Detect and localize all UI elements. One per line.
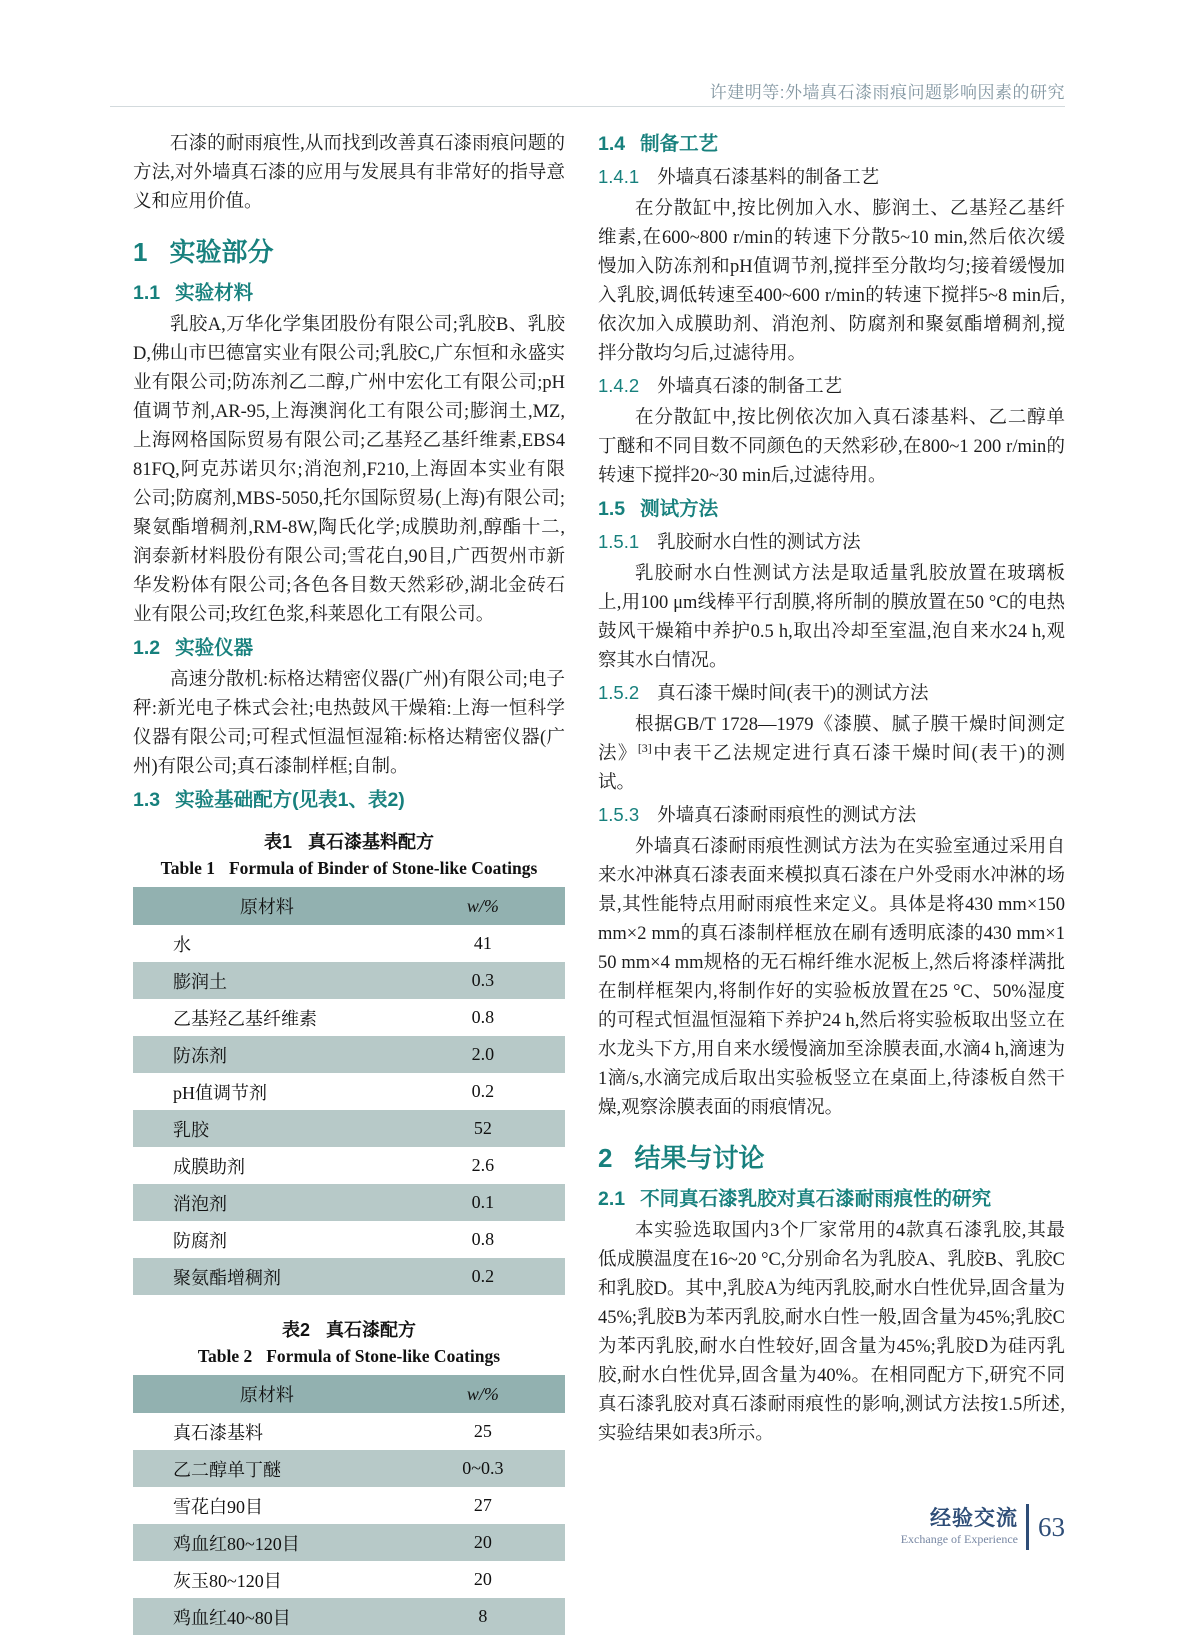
- table-cell: pH值调节剂: [173, 1082, 267, 1103]
- table-cell: 防冻剂: [173, 1045, 227, 1066]
- section-2-heading: [598, 1143, 1065, 1173]
- section-number: 1.5.1: [598, 531, 640, 552]
- table-row: [133, 925, 565, 962]
- table1-caption-en: [133, 855, 565, 881]
- table-row: [133, 1258, 565, 1295]
- table-cell: 20: [473, 1532, 492, 1552]
- table-cell: 消泡剂: [173, 1193, 227, 1214]
- running-title: 许建明等:外墙真石漆雨痕问题影响因素的研究: [709, 83, 1065, 102]
- right-column: [598, 130, 1065, 1449]
- table-cell: 2.0: [471, 1044, 495, 1064]
- section-number: 1.1: [133, 282, 161, 304]
- table2-col-weight: w/%: [401, 1375, 565, 1413]
- table-cell: 雪花白90目: [173, 1496, 263, 1517]
- section-title: 制备工艺: [640, 133, 719, 155]
- header-divider: [110, 106, 1065, 107]
- section-title: 实验材料: [175, 282, 254, 304]
- section-title: 实验仪器: [175, 637, 254, 659]
- section-1-1-heading: [133, 279, 565, 308]
- table-row: [133, 1487, 565, 1524]
- table-row: [133, 1413, 565, 1450]
- section-title: 外墙真石漆耐雨痕性的测试方法: [657, 806, 917, 826]
- section-title: 不同真石漆乳胶对真石漆耐雨痕性的研究: [640, 1188, 992, 1210]
- section-title: 真石漆干燥时间(表干)的测试方法: [657, 684, 929, 704]
- table-cell: 乙二醇单丁醚: [173, 1459, 281, 1480]
- section-1-4-2-heading: [598, 371, 1065, 402]
- table-row: [133, 1450, 565, 1487]
- table-cell: 20: [473, 1569, 492, 1589]
- table-row: [133, 999, 565, 1036]
- section-1-2-heading: [133, 634, 565, 663]
- footer-section-zh: 经验交流: [930, 1507, 1018, 1530]
- page-number: 63: [1038, 1511, 1065, 1542]
- section-number: 1.3: [133, 789, 161, 811]
- table-row: [133, 1147, 565, 1184]
- table1-number-en: Table 1: [160, 858, 215, 878]
- section-number: 1.5: [598, 498, 626, 520]
- table2-title-en: Formula of Stone-like Coatings: [266, 1346, 501, 1366]
- section-1-4-1-heading: [598, 162, 1065, 193]
- table-cell: 鸡血红40~80目: [173, 1607, 291, 1628]
- section-1-5-1-heading: [598, 527, 1065, 558]
- citation-ref: [3]: [637, 740, 652, 755]
- coating-process-paragraph: 在分散缸中,按比例依次加入真石漆基料、乙二醇单丁醚和不同目数不同颜色的天然彩砂,在800~1 200 r/min的转速下搅拌20~30 min后,过滤待用。: [598, 408, 1065, 486]
- section-1-5-3-heading: [598, 800, 1065, 831]
- footer-divider-bar: [1026, 1504, 1029, 1550]
- section-number: 1.2: [133, 637, 161, 659]
- table1-number-zh: 表1: [263, 832, 292, 852]
- table-cell: 0.2: [471, 1081, 495, 1101]
- table-cell: 真石漆基料: [173, 1422, 263, 1443]
- table2-col-material: 原材料: [133, 1375, 401, 1413]
- table-cell: 鸡血红80~120目: [173, 1533, 300, 1554]
- section-number: 1.4.1: [598, 166, 640, 187]
- table-cell: 25: [473, 1421, 492, 1441]
- table1-title-en: Formula of Binder of Stone-like Coatings: [228, 858, 538, 878]
- table-cell: 2.6: [471, 1155, 495, 1175]
- table-row: [133, 1598, 565, 1635]
- table-cell: 水: [173, 934, 191, 955]
- table-row: [133, 1184, 565, 1221]
- section-number: 1.5.3: [598, 804, 640, 825]
- table1-col-material: 原材料: [133, 887, 401, 925]
- section-number: 2: [598, 1143, 613, 1173]
- table2: [133, 1375, 565, 1635]
- table2-caption-zh: [133, 1317, 565, 1343]
- paragraph-text: 根据GB/T 1728—1979《漆膜、腻子膜干燥时间测定法》: [598, 715, 1065, 764]
- left-column: [133, 130, 565, 1635]
- page-footer: [901, 1504, 1065, 1550]
- table-row: [133, 1036, 565, 1073]
- table-cell: 8: [478, 1606, 488, 1626]
- table-row: [133, 1221, 565, 1258]
- table-cell: 0~0.3: [462, 1458, 504, 1478]
- table-row: [133, 962, 565, 999]
- table2-number-en: Table 2: [197, 1346, 253, 1366]
- intro-paragraph: 石漆的耐雨痕性,从而找到改善真石漆雨痕问题的方法,对外墙真石漆的应用与发展具有非常好的指导意义和应用价值。: [133, 134, 565, 212]
- table-cell: 0.8: [471, 1229, 495, 1249]
- section-number: 1.4.2: [598, 375, 640, 396]
- drying-time-test-paragraph: [598, 711, 1065, 798]
- section-title: 实验部分: [169, 237, 274, 267]
- table-cell: 52: [473, 1118, 492, 1138]
- table2-caption-en: [133, 1343, 565, 1369]
- section-title: 乳胶耐水白性的测试方法: [657, 533, 861, 553]
- table1-title-zh: 真石漆基料配方: [308, 832, 434, 852]
- section-number: 1.4: [598, 133, 626, 155]
- section-title: 测试方法: [640, 498, 719, 520]
- table1: [133, 887, 565, 1295]
- table-cell: 聚氨酯增稠剂: [173, 1267, 281, 1288]
- table-cell: 27: [473, 1495, 492, 1515]
- table1-col-weight: w/%: [401, 887, 565, 925]
- results-paragraph: 本实验选取国内3个厂家常用的4款真石漆乳胶,其最低成膜温度在16~20 °C,分别命名为乳胶A、乳胶B、乳胶C和乳胶D。其中,乳胶A为纯丙乳胶,耐水白性优异,固含量为45%;乳胶B为苯丙乳胶,耐水白性一般,固含量为45%;乳胶C为苯丙乳胶,耐水白性较好,固含量为45%;乳胶D为硅丙乳胶,耐水白性优异,固含量为40%。在相同配方下,研究不同真石漆乳胶对真石漆耐雨痕性的影响,测试方法按1.5所述,实验结果如表3所示。: [598, 1221, 1065, 1444]
- section-title: 外墙真石漆基料的制备工艺: [657, 168, 880, 188]
- table1-caption-zh: [133, 829, 565, 855]
- table-cell: 0.3: [471, 970, 495, 990]
- table-cell: 膨润土: [173, 971, 227, 992]
- table-row: [133, 1524, 565, 1561]
- table-cell: 防腐剂: [173, 1230, 227, 1251]
- binder-process-paragraph: 在分散缸中,按比例加入水、膨润土、乙基羟乙基纤维素,在600~800 r/min的转速下分散5~10 min,然后依次缓慢加入防冻剂和pH值调节剂,搅拌至分散均匀;接着缓慢加入乳胶,调低转速至400~600 r/min的转速下搅拌5~8 min后,依次加入成膜助剂、消泡剂、防腐剂和聚氨酯增稠剂,搅拌分散均匀后,过滤待用。: [598, 199, 1065, 364]
- table1-header-row: [133, 887, 565, 925]
- section-number: 1.5.2: [598, 682, 640, 703]
- footer-section-en: Exchange of Experience: [900, 1532, 1018, 1546]
- table-row: [133, 1073, 565, 1110]
- table-cell: 灰玉80~120目: [173, 1570, 282, 1591]
- footer-section-labels: [901, 1507, 1018, 1547]
- table2-header-row: [133, 1375, 565, 1413]
- table-cell: 0.8: [471, 1007, 495, 1027]
- section-1-5-2-heading: [598, 678, 1065, 709]
- table-cell: 0.2: [471, 1266, 495, 1286]
- section-1-5-heading: [598, 495, 1065, 524]
- table-cell: 0.1: [471, 1192, 495, 1212]
- section-1-4-heading: [598, 130, 1065, 159]
- table-row: [133, 1110, 565, 1147]
- table-cell: 41: [473, 933, 492, 953]
- instruments-paragraph: 高速分散机:标格达精密仪器(广州)有限公司;电子秤:新光电子株式会社;电热鼓风干燥箱:上海一恒科学仪器有限公司;可程式恒温恒湿箱:标格达精密仪器(广州)有限公司;真石漆制样框;自制。: [133, 670, 565, 777]
- section-title: 结果与讨论: [634, 1143, 765, 1173]
- section-1-3-heading: [133, 786, 565, 815]
- table2-title-zh: 真石漆配方: [326, 1320, 416, 1340]
- section-number: 2.1: [598, 1188, 626, 1210]
- table-cell: 成膜助剂: [173, 1156, 245, 1177]
- section-title: 实验基础配方(见表1、表2): [175, 789, 405, 811]
- table1-caption: [133, 829, 565, 881]
- table-cell: 乙基羟乙基纤维素: [173, 1008, 317, 1029]
- rain-mark-test-paragraph: 外墙真石漆耐雨痕性测试方法为在实验室通过采用自来水冲淋真石漆表面来模拟真石漆在户外受雨水冲淋的场景,其性能特点用耐雨痕性来定义。具体是将430 mm×150 mm×2 mm的真石漆制样框放在刷有透明底漆的430 mm×150 mm×4 mm规格的无石棉纤维水泥板上,然后将漆样满批在制样框架内,将制作好的实验板放置在25 °C、50%湿度的可程式恒温恒湿箱下养护24 h,然后将实验板取出竖立在水龙头下方,用自来水缓慢滴加至涂膜表面,水滴4 h,滴速为1滴/s,水滴完成后取出实验板竖立在桌面上,待漆板自然干燥,观察涂膜表面的雨痕情况。: [598, 837, 1065, 1118]
- paragraph-text: 中表干乙法规定进行真石漆干燥时间(表干)的测试。: [598, 744, 1065, 793]
- section-number: 1: [133, 237, 148, 267]
- water-whitening-test-paragraph: 乳胶耐水白性测试方法是取适量乳胶放置在玻璃板上,用100 μm线棒平行刮膜,将所制的膜放置在50 °C的电热鼓风干燥箱中养护0.5 h,取出冷却至室温,泡自来水24 h,观察其水白情况。: [598, 564, 1065, 671]
- section-1-heading: [133, 237, 565, 267]
- table-row: [133, 1561, 565, 1598]
- section-2-1-heading: [598, 1185, 1065, 1214]
- table2-caption: [133, 1317, 565, 1369]
- materials-paragraph: 乳胶A,万华化学集团股份有限公司;乳胶B、乳胶D,佛山市巴德富实业有限公司;乳胶C,广东恒和永盛实业有限公司;防冻剂乙二醇,广州中宏化工有限公司;pH值调节剂,AR-95,上海澳润化工有限公司;膨润土,MZ,上海网格国际贸易有限公司;乙基羟乙基纤维素,EBS481FQ,阿克苏诺贝尔;消泡剂,F210,上海固本实业有限公司;防腐剂,MBS-5050,托尔国际贸易(上海)有限公司;聚氨酯增稠剂,RM-8W,陶氏化学;成膜助剂,醇酯十二,润泰新材料股份有限公司;雪花白,90目,广西贺州市新华发粉体有限公司;各色各目数天然彩砂,湖北金砖石业有限公司;玫红色浆,科莱恩化工有限公司。: [133, 315, 565, 625]
- table-cell: 乳胶: [173, 1119, 209, 1140]
- section-title: 外墙真石漆的制备工艺: [657, 377, 843, 397]
- table2-number-zh: 表2: [281, 1320, 310, 1340]
